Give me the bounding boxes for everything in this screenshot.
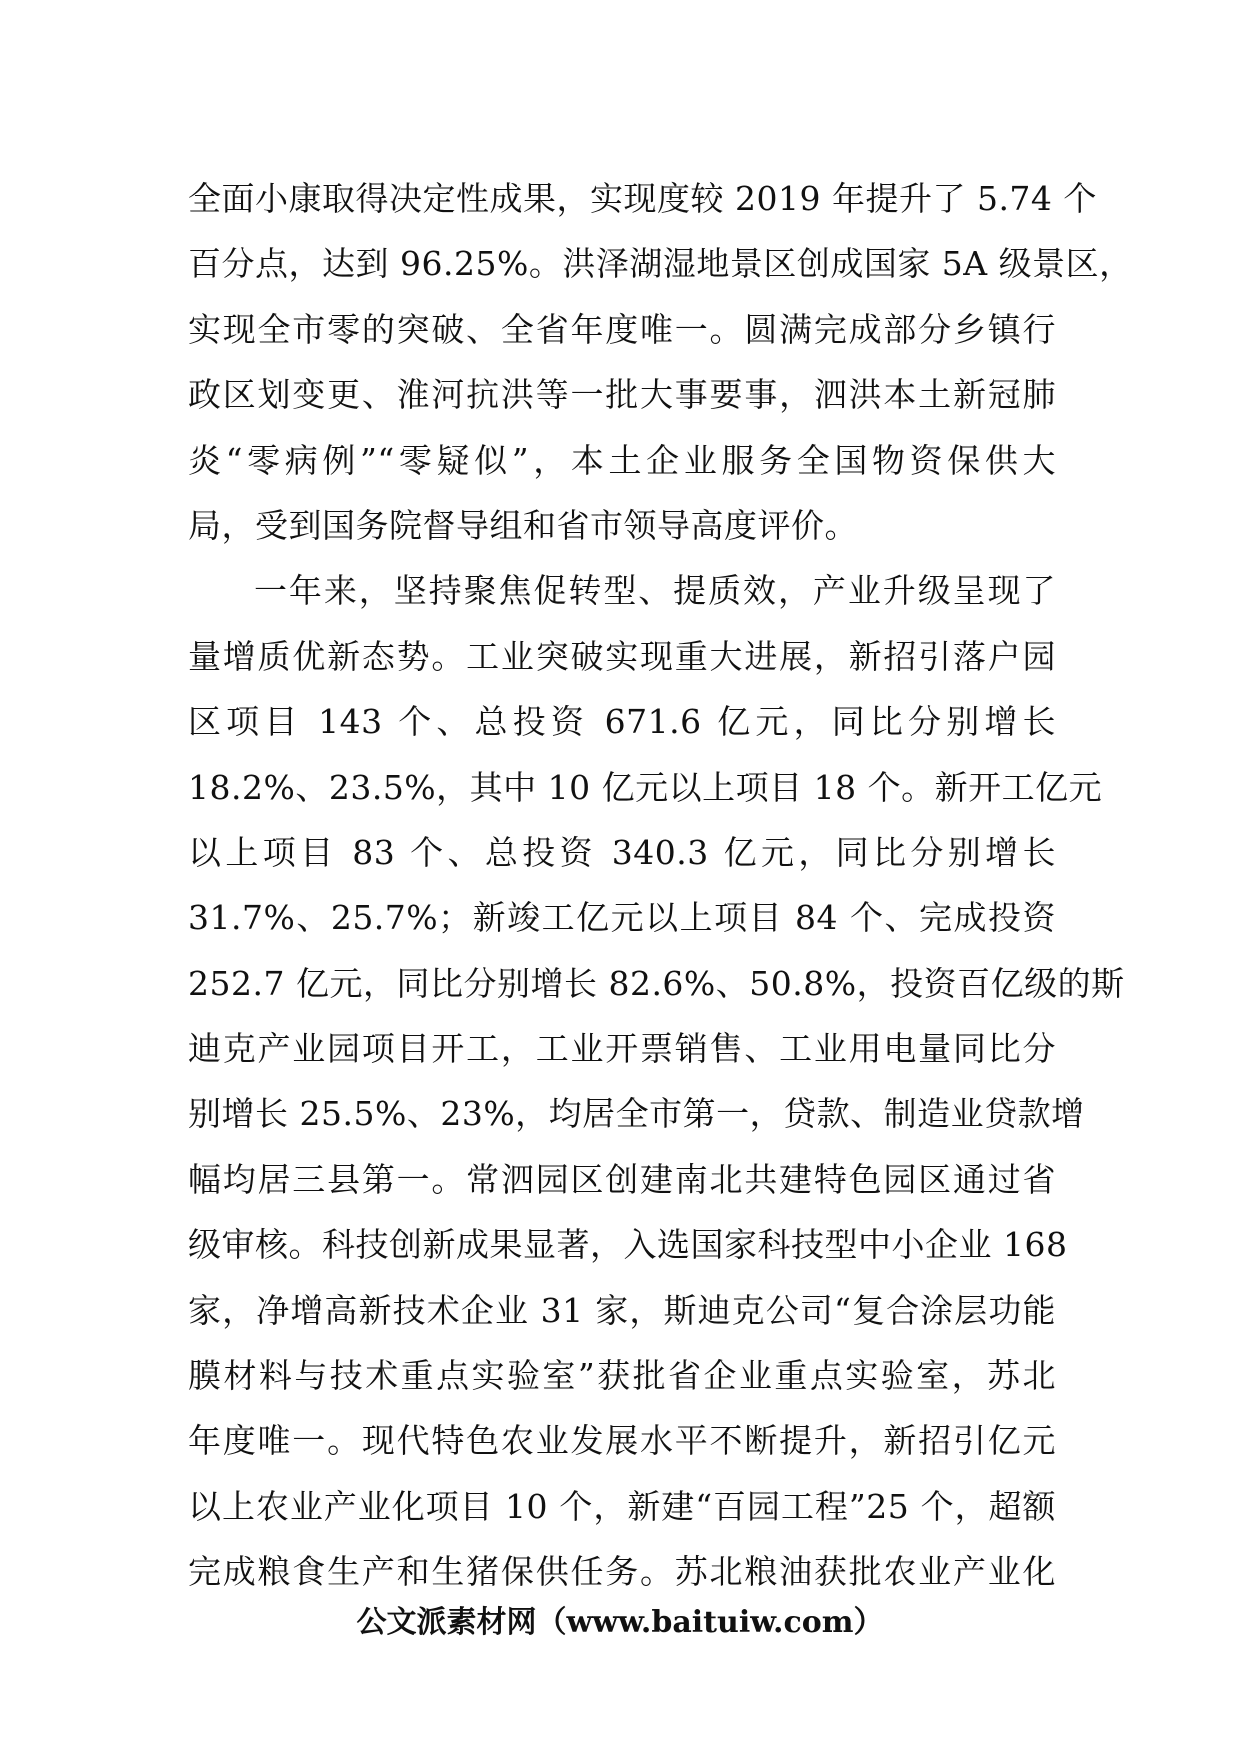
text-line: 实现全市零的突破、全省年度唯一。圆满完成部分乡镇行 [188, 309, 1056, 349]
text-line: 级审核。科技创新成果显著，入选国家科技型中小企业 168 [188, 1225, 1068, 1265]
text-line: 区项目 143 个、总投资 671.6 亿元，同比分别增长 [188, 702, 1056, 742]
text-line: 年度唯一。现代特色农业发展水平不断提升，新招引亿元 [188, 1421, 1056, 1461]
paragraph-2 [188, 558, 1125, 1604]
paragraph-1 [188, 166, 1133, 558]
text-line: 百分点，达到 96.25%。洪泽湖湿地景区创成国家 5A 级景区， [188, 244, 1133, 284]
text-line: 一年来，坚持聚焦促转型、提质效，产业升级呈现了 [254, 571, 1056, 611]
footer-watermark: 公文派素材网（www.baituiw.com） [356, 1605, 884, 1640]
text-line: 以上农业产业化项目 10 个，新建“百园工程”25 个，超额 [188, 1486, 1056, 1526]
text-line: 完成粮食生产和生猪保供任务。苏北粮油获批农业产业化 [188, 1552, 1056, 1592]
text-line: 幅均居三县第一。常泗园区创建南北共建特色园区通过省 [188, 1159, 1056, 1199]
text-line: 量增质优新态势。工业突破实现重大进展，新招引落户园 [188, 636, 1056, 676]
text-line: 252.7 亿元，同比分别增长 82.6%、50.8%，投资百亿级的斯 [188, 963, 1125, 1003]
text-line: 膜材料与技术重点实验室”获批省企业重点实验室，苏北 [188, 1356, 1056, 1396]
text-line: 31.7%、25.7%；新竣工亿元以上项目 84 个、完成投资 [188, 898, 1056, 938]
text-line: 炎“零病例”“零疑似”，本土企业服务全国物资保供大 [188, 440, 1056, 480]
body-text [188, 166, 1133, 1605]
text-line: 别增长 25.5%、23%，均居全市第一，贷款、制造业贷款增 [188, 1094, 1085, 1134]
text-line: 家，净增高新技术企业 31 家，斯迪克公司“复合涂层功能 [188, 1290, 1056, 1330]
text-line: 18.2%、23.5%，其中 10 亿元以上项目 18 个。新开工亿元 [188, 767, 1103, 807]
text-line: 局，受到国务院督导组和省市领导高度评价。 [188, 505, 858, 545]
text-line: 全面小康取得决定性成果，实现度较 2019 年提升了 5.74 个 [188, 179, 1097, 218]
text-line: 以上项目 83 个、总投资 340.3 亿元，同比分别增长 [188, 832, 1056, 872]
text-line: 迪克产业园项目开工，工业开票销售、工业用电量同比分 [188, 1029, 1056, 1069]
text-line: 政区划变更、淮河抗洪等一批大事要事，泗洪本土新冠肺 [188, 375, 1056, 415]
